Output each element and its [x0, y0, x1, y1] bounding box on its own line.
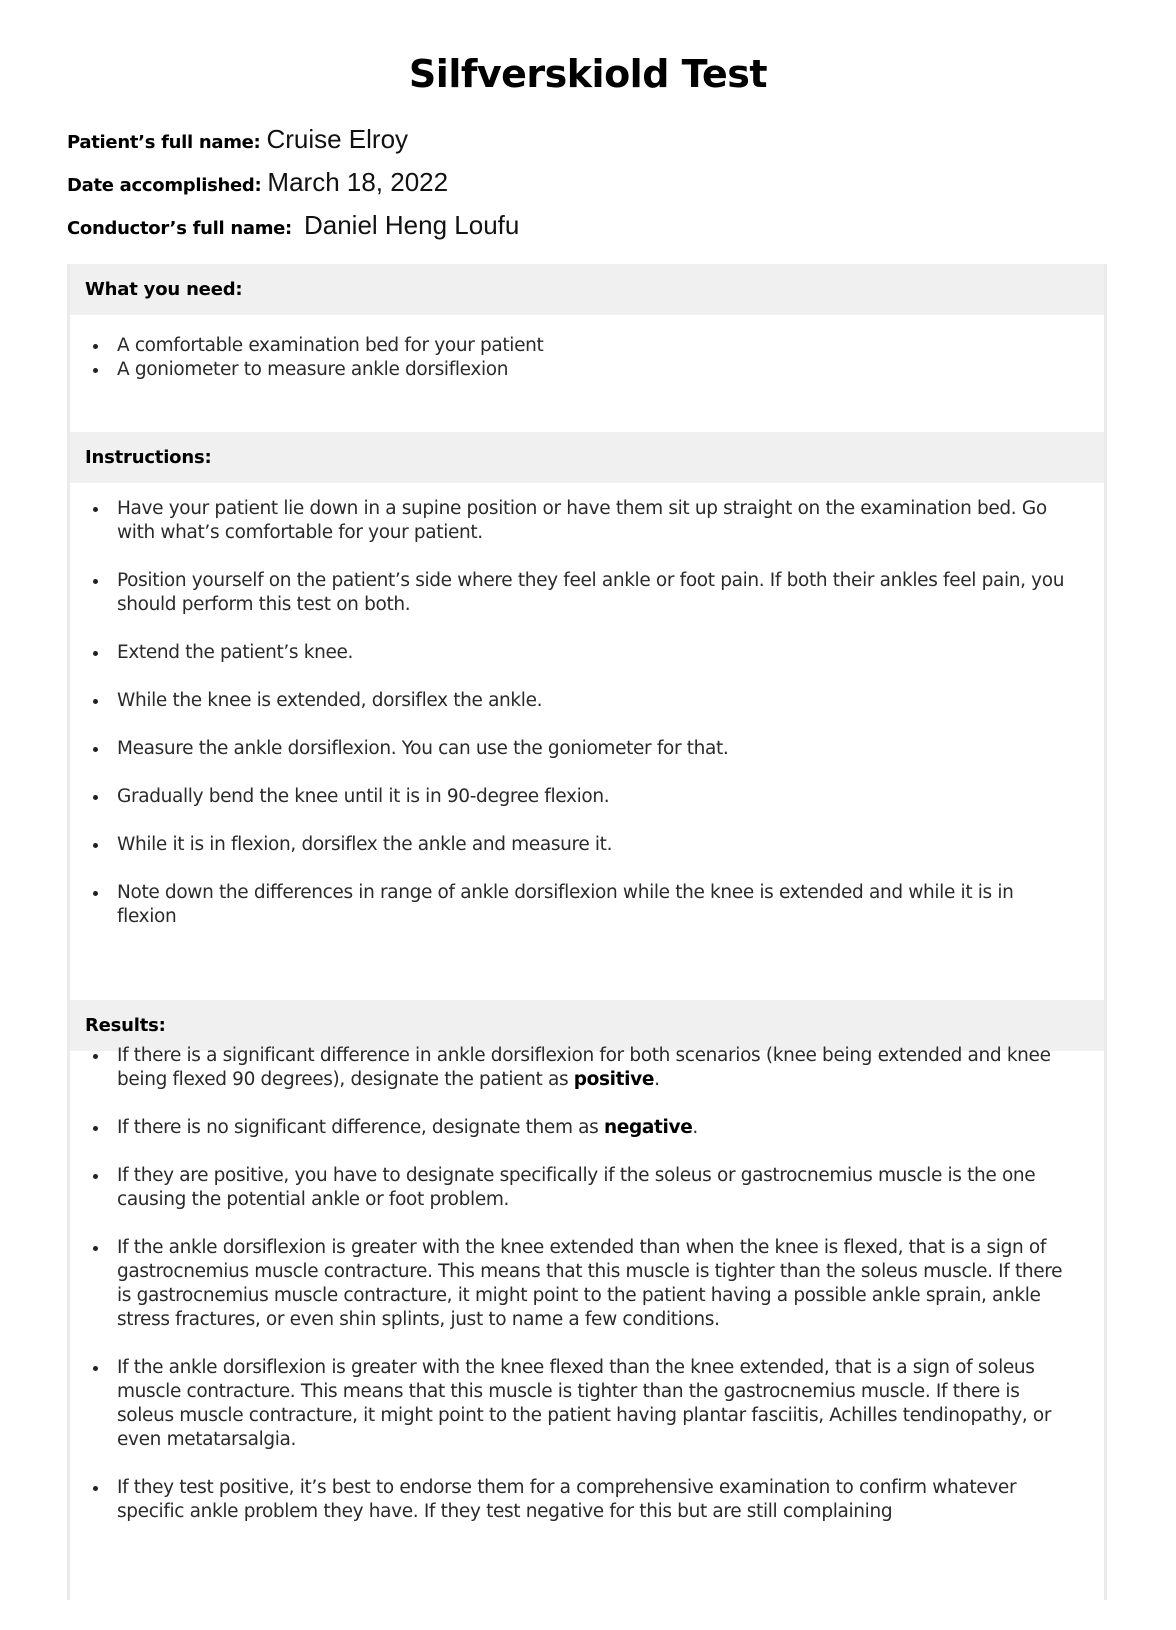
instructions-list	[70, 497, 1104, 953]
list-item: If the ankle dorsiflexion is greater with the knee flexed than the knee extended, that is a sign of soleus muscle contracture. This means that this muscle is tighter than the gastrocnemius muscle. If there is soleus muscle contracture, it might point to the patient having plantar fasciitis, Achilles tendinopathy, or even metatarsalgia.	[117, 1356, 1074, 1452]
positive-term: positive	[573, 1069, 655, 1090]
list-item: Measure the ankle dorsiflexion. You can use the goniometer for that.	[117, 737, 1074, 761]
conductor-name-label: Conductor’s full name:	[67, 218, 292, 239]
conductor-name-value: Daniel Heng Loufu	[303, 210, 520, 240]
list-item: If they are positive, you have to designate specifically if the soleus or gastrocnemius muscle is the one causing the potential ankle or foot problem.	[117, 1164, 1074, 1212]
list-item: If there is no significant difference, designate them as negative.	[117, 1116, 1074, 1140]
patient-name-label: Patient’s full name:	[67, 132, 261, 153]
section-header-instructions: Instructions:	[70, 432, 1104, 483]
list-item: If the ankle dorsiflexion is greater with the knee extended than when the knee is flexed, that is a sign of gastrocnemius muscle contracture. This means that this muscle is tighter than the soleus muscle. If there is gastrocnemius muscle contracture, it might point to the patient having a possible ankle sprain, ankle stress fractures, or even shin splints, just to name a few conditions.	[117, 1236, 1074, 1332]
results-list	[70, 1044, 1104, 1548]
list-item: Position yourself on the patient’s side where they feel ankle or foot pain. If both their ankles feel pain, you should perform this test on both.	[117, 569, 1074, 617]
list-item: Extend the patient’s knee.	[117, 641, 1074, 665]
list-item: While the knee is extended, dorsiflex the ankle.	[117, 689, 1074, 713]
date-accomplished-field	[67, 167, 448, 198]
list-item: Note down the differences in range of ankle dorsiflexion while the knee is extended and while it is in flexion	[117, 881, 1074, 929]
document-title: Silfverskiold Test	[408, 52, 768, 96]
patient-name-field	[67, 124, 408, 155]
list-item: Have your patient lie down in a supine position or have them sit up straight on the examination bed. Go with what’s comfortable for your patient.	[117, 497, 1074, 545]
list-item: Gradually bend the knee until it is in 90-degree flexion.	[117, 785, 1074, 809]
list-item: If they test positive, it’s best to endorse them for a comprehensive examination to confirm whatever specific ankle problem they have. If they test negative for this but are still complaining	[117, 1476, 1074, 1524]
list-item: A comfortable examination bed for your patient	[117, 334, 1074, 358]
patient-name-value: Cruise Elroy	[266, 124, 409, 154]
date-accomplished-label: Date accomplished:	[67, 175, 262, 196]
list-item: If there is a significant difference in ankle dorsiflexion for both scenarios (knee being extended and knee being flexed 90 degrees), designate the patient as positive.	[117, 1044, 1074, 1092]
what-you-need-list	[70, 334, 1104, 382]
list-item: A goniometer to measure ankle dorsiflexion	[117, 358, 1074, 382]
section-header-what-you-need: What you need:	[70, 264, 1104, 315]
list-item: While it is in flexion, dorsiflex the ankle and measure it.	[117, 833, 1074, 857]
date-accomplished-value: March 18, 2022	[267, 167, 449, 197]
conductor-name-field	[67, 210, 519, 241]
negative-term: negative	[603, 1117, 693, 1138]
content-box	[67, 264, 1107, 1600]
section-header-results: Results:	[70, 1000, 1104, 1051]
